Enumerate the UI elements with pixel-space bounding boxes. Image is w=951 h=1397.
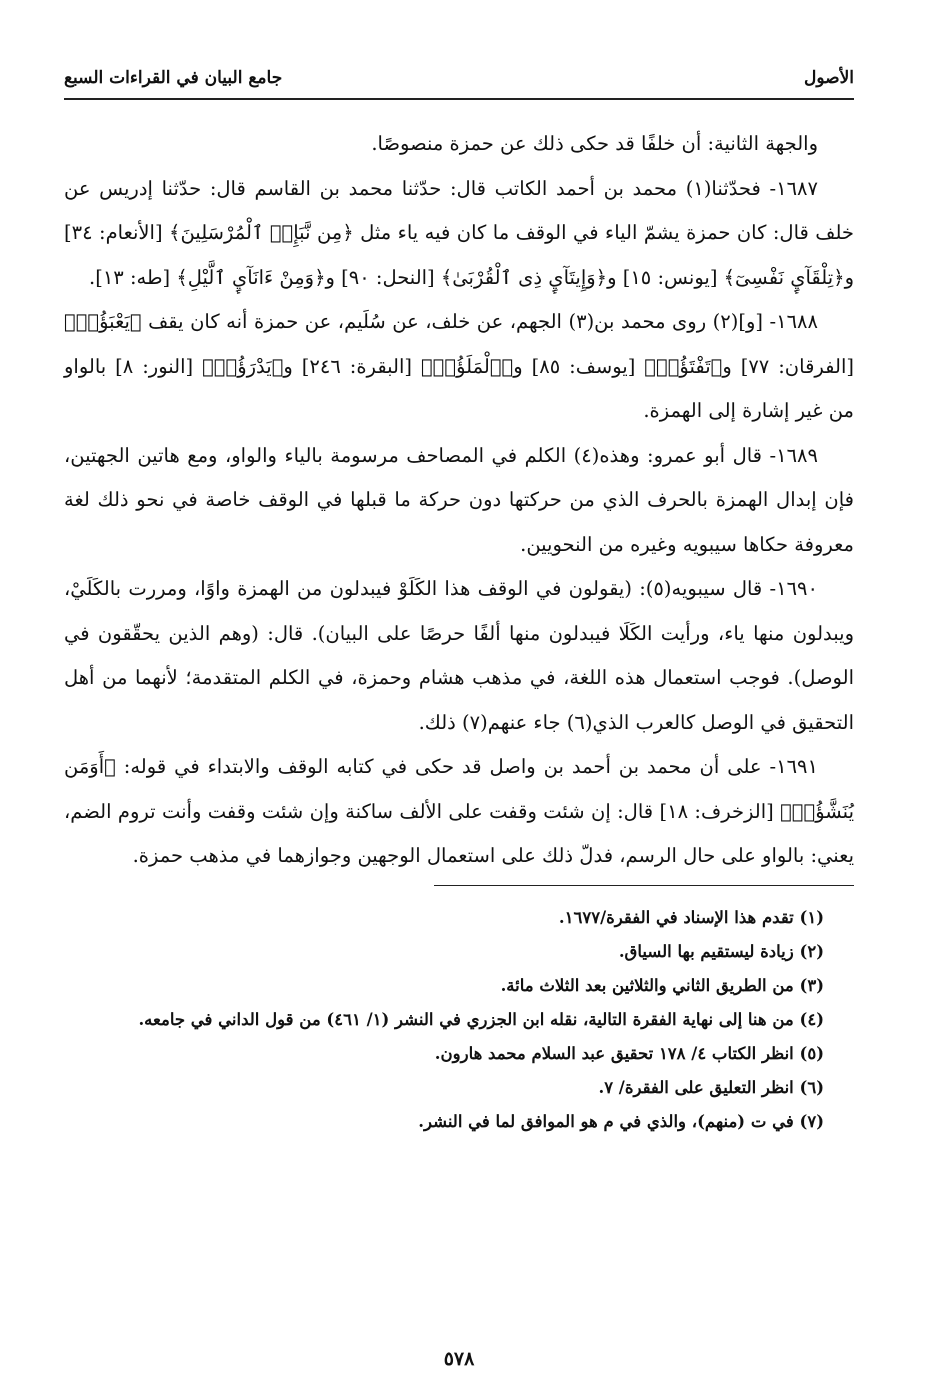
footnote-2: (٢) زيادة ليستقيم بها السياق. (618, 941, 824, 961)
paragraph-1690: ١٦٩٠- قال سيبويه(٥): (يقولون في الوقف هذا الكَلَوْ فيبدلون من الهمزة واوًا، ومررت بالكَلَيْ، ويبدلون منها ياء، ورأيت الكَلَا فيبدلون منها ألفًا حرصًا على البيان). قال: (وهم الذين يحقّقون في الوصل). فوجب استعمال هذه اللغة، في مذهب هشام وحمزة، في الكلم المتقدمة؛ لأنهما من أهل التحقيق في الوصل كالعرب الذي(٦) جاء عنهم(٧) ذلك. (64, 577, 854, 734)
footnote-7: (٧) في ت (منهم)، والذي في م هو الموافق لما في النشر. (418, 1111, 824, 1131)
footnote-divider (434, 885, 854, 886)
paragraph-1689: ١٦٨٩- قال أبو عمرو: وهذه(٤) الكلم في المصاحف مرسومة بالياء والواو، ومع هاتين الجهتين، فإن إبدال الهمزة بالحرف الذي من حركتها دون حركة ما قبلها في الوقف خاصة في نحو ذلك لغة معروفة حكاها سيبويه وغيره من النحويين. (64, 443, 854, 556)
paragraph: والجهة الثانية: أن خلفًا قد حكى ذلك عن حمزة منصوصًا. (371, 132, 818, 155)
header-section-title: الأصول (804, 68, 854, 88)
paragraph-1688: ١٦٨٨- [و](٢) روى محمد بن(٣) الجهم، عن خلف، عن سُلَيم، عن حمزة أنه كان يقف ﴿يَعْبَؤُا۟﴾ [الفرقان: ٧٧] و﴿تَفْتَؤُا۟﴾ [يوسف: ٨٥] و﴿ٱلْمَلَؤُا۟﴾ [البقرة: ٢٤٦] و﴿يَدْرَؤُا۟﴾ [النور: ٨] بالواو من غير إشارة إلى الهمزة. (64, 310, 854, 422)
footnote-3: (٣) من الطريق الثاني والثلاثين بعد الثلاث مائة. (500, 975, 824, 995)
page-number: ٥٧٨ (443, 1348, 475, 1370)
main-text (64, 122, 854, 879)
paragraph-1691: ١٦٩١- على أن محمد بن أحمد بن واصل قد حكى في كتابه الوقف والابتداء في قوله: ﴿أَوَمَن يُنَشَّؤُا۟﴾ [الزخرف: ١٨] قال: إن شئت وقفت على الألف ساكنة وإن شئت وقفت وأنت تروم الضم، يعني: بالواو على حال الرسم، فدلّ ذلك على استعمال الوجهين وجوازهما في مذهب حمزة. (64, 755, 854, 867)
footnote-1: (١) تقدم هذا الإسناد في الفقرة/١٦٧٧. (558, 907, 824, 927)
footnote-5: (٥) انظر الكتاب ٤/ ١٧٨ تحقيق عبد السلام محمد هارون. (434, 1043, 824, 1063)
footnote-6: (٦) انظر التعليق على الفقرة/ ٧. (598, 1077, 824, 1097)
running-header (64, 62, 854, 100)
footnote-4: (٤) من هنا إلى نهاية الفقرة التالية، نقله ابن الجزري في النشر (١/ ٤٦١) من قول الداني في جامعه. (138, 1009, 824, 1029)
footnotes (64, 902, 854, 1138)
header-book-title: جامع البيان في القراءات السبع (64, 68, 283, 88)
paragraph-1687: ١٦٨٧- فحدّثنا(١) محمد بن أحمد الكاتب قال: حدّثنا محمد بن القاسم قال: حدّثنا إدريس عن خلف قال: كان حمزة يشمّ الياء في الوقف ما كان فيه ياء مثل ﴿مِن نَّبَإِي۟ ٱلْمُرْسَلِينَ﴾ [الأنعام: ٣٤] و﴿تِلْقَآيِٕ نَفْسِىٓ﴾ [يونس: ١٥] و﴿وَإِيتَآيِٕ ذِى ٱلْقُرْبَىٰ﴾ [النحل: ٩٠] و﴿وَمِنْ ءَانَآيِٕ ٱلَّيْلِ﴾ [طه: ١٣]. (64, 176, 854, 289)
page (64, 62, 854, 1382)
